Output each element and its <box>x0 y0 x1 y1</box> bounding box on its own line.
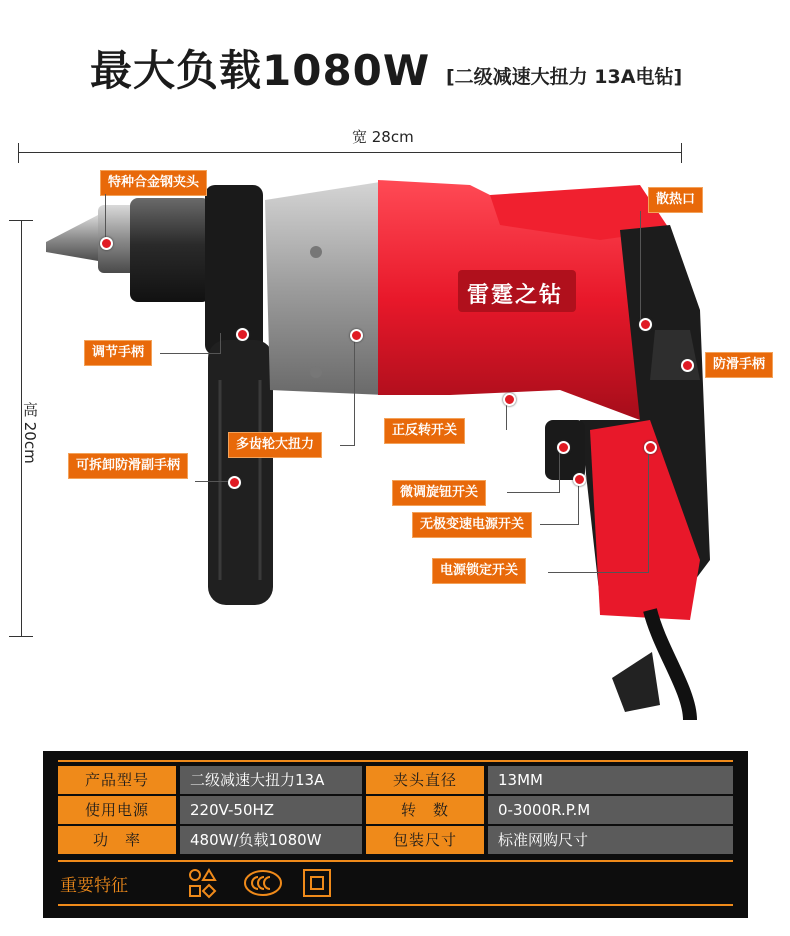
orange-rule-bottom <box>58 904 733 906</box>
dot-anti-slip <box>681 359 694 372</box>
leader-gear <box>340 445 354 446</box>
features-label: 重要特征 <box>60 876 128 896</box>
leader-side-handle <box>195 481 231 482</box>
spec-key: 转 数 <box>366 796 484 824</box>
chuck-tip-shape <box>46 215 104 262</box>
spec-key: 使用电源 <box>58 796 176 824</box>
spec-value: 二级减速大扭力13A <box>180 766 362 794</box>
ccc-certification-icon <box>243 867 283 899</box>
dot-chuck <box>100 237 113 250</box>
callout-lock-switch: 电源锁定开关 <box>432 558 526 584</box>
leader-fine-knob-2 <box>559 447 560 493</box>
cord-guard-shape <box>612 652 660 712</box>
width-dimension-label: 宽 28cm <box>352 128 414 146</box>
dot-adjust-handle <box>236 328 249 341</box>
callout-fine-knob: 微调旋钮开关 <box>392 480 486 506</box>
callout-reverse-switch: 正反转开关 <box>384 418 465 444</box>
callout-side-handle: 可拆卸防滑副手柄 <box>68 453 188 479</box>
spec-panel <box>43 751 748 918</box>
orange-rule-top <box>58 760 733 762</box>
dot-fine-knob <box>557 441 570 454</box>
callout-chuck: 特种合金钢夹头 <box>100 170 207 196</box>
leader-fine-knob <box>507 492 559 493</box>
leader-vent <box>640 211 641 323</box>
callout-vent: 散热口 <box>648 187 703 213</box>
dot-lock-switch <box>644 441 657 454</box>
height-dimension-label: 高 20cm <box>21 402 39 464</box>
leader-chuck <box>105 194 106 242</box>
leader-lock-switch-2 <box>648 448 649 573</box>
dot-reverse-switch <box>503 393 516 406</box>
orange-rule-mid <box>58 860 733 862</box>
spec-key: 产品型号 <box>58 766 176 794</box>
callout-gear: 多齿轮大扭力 <box>228 432 322 458</box>
leader-adjust-handle-2 <box>220 333 221 354</box>
page-subtitle: [二级减速大扭力 13A电钻] <box>446 66 683 88</box>
callout-adjust-handle: 调节手柄 <box>84 340 152 366</box>
dot-gear <box>350 329 363 342</box>
leader-gear-2 <box>354 334 355 446</box>
chuck-body-shape <box>130 198 210 302</box>
side-handle-grip-shape <box>208 340 273 605</box>
leader-lock-switch <box>548 572 648 573</box>
spec-value: 480W/负载1080W <box>180 826 362 854</box>
shapes-icon <box>186 867 218 899</box>
dot-side-handle <box>228 476 241 489</box>
spec-key: 夹头直径 <box>366 766 484 794</box>
leader-variable-switch <box>540 524 578 525</box>
spec-value: 标准网购尺寸 <box>488 826 733 854</box>
spec-key: 包装尺寸 <box>366 826 484 854</box>
callout-variable-switch: 无极变速电源开关 <box>412 512 532 538</box>
dot-vent <box>639 318 652 331</box>
spec-key: 功 率 <box>58 826 176 854</box>
spec-value: 220V-50HZ <box>180 796 362 824</box>
gear-housing-shape <box>265 182 385 395</box>
spec-value: 13MM <box>488 766 733 794</box>
handle-collar-shape <box>205 185 263 355</box>
spec-value: 0-3000R.P.M <box>488 796 733 824</box>
page-title: 最大负载1080W <box>90 46 431 95</box>
double-insulation-icon <box>301 867 333 899</box>
brand-logo: 雷霆之钻 <box>467 283 564 308</box>
callout-anti-slip: 防滑手柄 <box>705 352 773 378</box>
leader-adjust-handle <box>160 353 220 354</box>
dot-variable-switch <box>573 473 586 486</box>
